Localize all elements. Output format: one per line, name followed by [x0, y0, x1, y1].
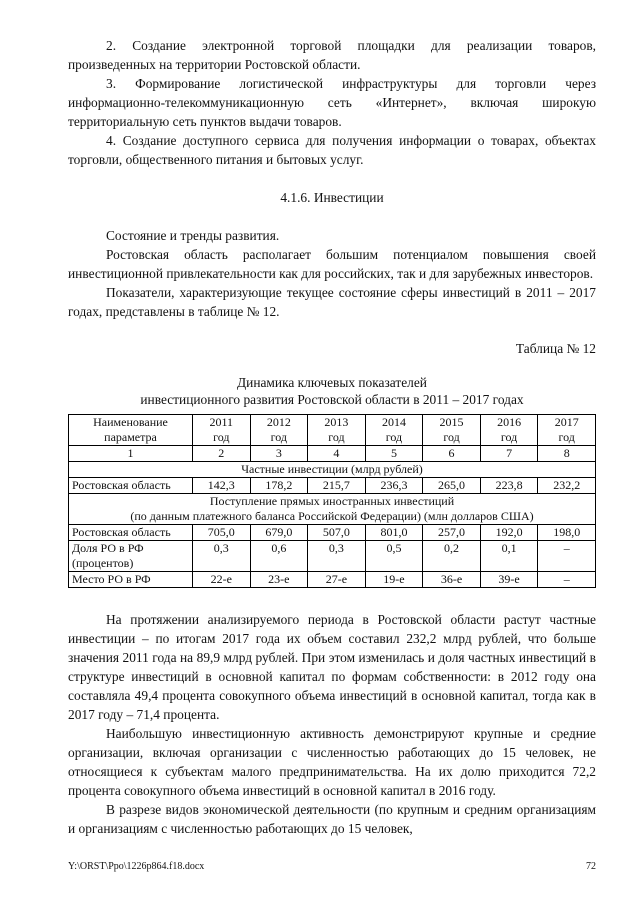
list-item: 4. Создание доступного сервиса для получения информации о товарах, объектах торговли, общественного питания и бытовых услуг.: [68, 133, 596, 167]
table-cell: 22-е: [193, 572, 251, 588]
row-label: Ростовская область: [69, 478, 193, 494]
table-label: Таблица № 12: [515, 341, 596, 356]
table-cell: 178,2: [250, 478, 308, 494]
header-year: 2015 год: [423, 415, 481, 446]
table-cell: –: [538, 572, 596, 588]
header-year: 2014 год: [365, 415, 423, 446]
row-label: Доля РО в РФ (процентов): [69, 541, 193, 572]
header-year: 2011 год: [193, 415, 251, 446]
table-cell: 1: [69, 446, 193, 462]
table-cell: 0,3: [308, 541, 366, 572]
footer-path: Y:\ORST\Ppo\1226p864.f18.docx: [68, 861, 205, 872]
table-cell: 0,2: [423, 541, 481, 572]
section-heading: 4.1.6. Инвестиции: [280, 190, 384, 205]
paragraph-state: Состояние и тренды развития.: [106, 228, 280, 243]
paragraph-activity: Наибольшую инвестиционную активность демонстрируют крупные и средние организации, включая организации с численностью работающих до 15 человек, не относящиеся к субъектам малого предпринимательства. На их долю приходится 72,2 процента совокупного объема инвестиций в основной капитал в 2016 году.: [68, 726, 596, 798]
table-cell: 6: [423, 446, 481, 462]
table-row: [69, 525, 596, 541]
table-colnum-row: [69, 446, 596, 462]
table-cell: 236,3: [365, 478, 423, 494]
table-cell: 3: [250, 446, 308, 462]
table-cell: 232,2: [538, 478, 596, 494]
investment-table: [68, 414, 596, 588]
table-cell: 0,5: [365, 541, 423, 572]
table-section-row: [69, 494, 596, 525]
page-number: 72: [586, 861, 596, 872]
table-cell: 705,0: [193, 525, 251, 541]
table-cell: 142,3: [193, 478, 251, 494]
table-cell: 0,3: [193, 541, 251, 572]
table-cell: 2: [193, 446, 251, 462]
table-row: [69, 541, 596, 572]
list-item: 2. Создание электронной торговой площадки для реализации товаров, произведенных на территории Ростовской области.: [68, 38, 596, 72]
section-private: Частные инвестиции (млрд рублей): [69, 462, 596, 478]
header-year: 2016 год: [480, 415, 538, 446]
header-year: 2013 год: [308, 415, 366, 446]
table-cell: 801,0: [365, 525, 423, 541]
table-cell: 257,0: [423, 525, 481, 541]
paragraph-indicators: Показатели, характеризующие текущее состояние сферы инвестиций в 2011 – 2017 годах, представлены в таблице № 12.: [68, 285, 596, 319]
table-header-row: [69, 415, 596, 446]
table-cell: 8: [538, 446, 596, 462]
header-year: 2012 год: [250, 415, 308, 446]
table-section-row: [69, 462, 596, 478]
table-cell: 192,0: [480, 525, 538, 541]
table-title-line-2: инвестиционного развития Ростовской области в 2011 – 2017 годах: [140, 392, 524, 407]
table-cell: 0,6: [250, 541, 308, 572]
table-cell: 507,0: [308, 525, 366, 541]
table-row: [69, 478, 596, 494]
list-item: 3. Формирование логистической инфраструктуры для торговли через информационно-телекоммуникационную сеть «Интернет», включая широкую территориальную сеть пунктов выдачи товаров.: [68, 76, 596, 129]
row-label: Место РО в РФ: [69, 572, 193, 588]
paragraph-sectors: В разрезе видов экономической деятельности (по крупным и средним организациям и организациям с численностью работающих до 15 человек,: [68, 802, 596, 836]
header-param: Наименование параметра: [69, 415, 193, 446]
table-title: [68, 374, 596, 408]
table-cell: 265,0: [423, 478, 481, 494]
table-cell: 39-е: [480, 572, 538, 588]
table-cell: 23-е: [250, 572, 308, 588]
table-cell: 36-е: [423, 572, 481, 588]
table-cell: 223,8: [480, 478, 538, 494]
table-cell: 7: [480, 446, 538, 462]
section-fdi: Поступление прямых иностранных инвестиций (по данным платежного баланса Российской Федерации) (млн долларов США): [69, 494, 596, 525]
table-cell: 215,7: [308, 478, 366, 494]
table-cell: 0,1: [480, 541, 538, 572]
table-cell: 679,0: [250, 525, 308, 541]
table-row: [69, 572, 596, 588]
paragraph-potential: Ростовская область располагает большим потенциалом повышения своей инвестиционной привлекательности как для российских, так и для зарубежных инвесторов.: [68, 247, 596, 281]
page-footer: [68, 861, 596, 872]
table-cell: 5: [365, 446, 423, 462]
table-cell: 19-е: [365, 572, 423, 588]
table-cell: 27-е: [308, 572, 366, 588]
table-cell: 4: [308, 446, 366, 462]
table-cell: –: [538, 541, 596, 572]
document-page: [68, 36, 596, 838]
table-cell: 198,0: [538, 525, 596, 541]
row-label: Ростовская область: [69, 525, 193, 541]
header-year: 2017 год: [538, 415, 596, 446]
table-title-line-1: Динамика ключевых показателей: [237, 375, 427, 390]
paragraph-growth: На протяжении анализируемого периода в Ростовской области растут частные инвестиции – по итогам 2017 года их объем составил 232,2 млрд рублей, что больше значения 2011 года на 89,9 млрд рублей. При этом изменилась и доля частных инвестиций в структуре инвестиций в основной капитал по формам собственности: в 2012 году она составляла 49,4 процента совокупного объема инвестиций в основной капитал, тогда как в 2017 году – 71,4 процента.: [68, 612, 596, 722]
